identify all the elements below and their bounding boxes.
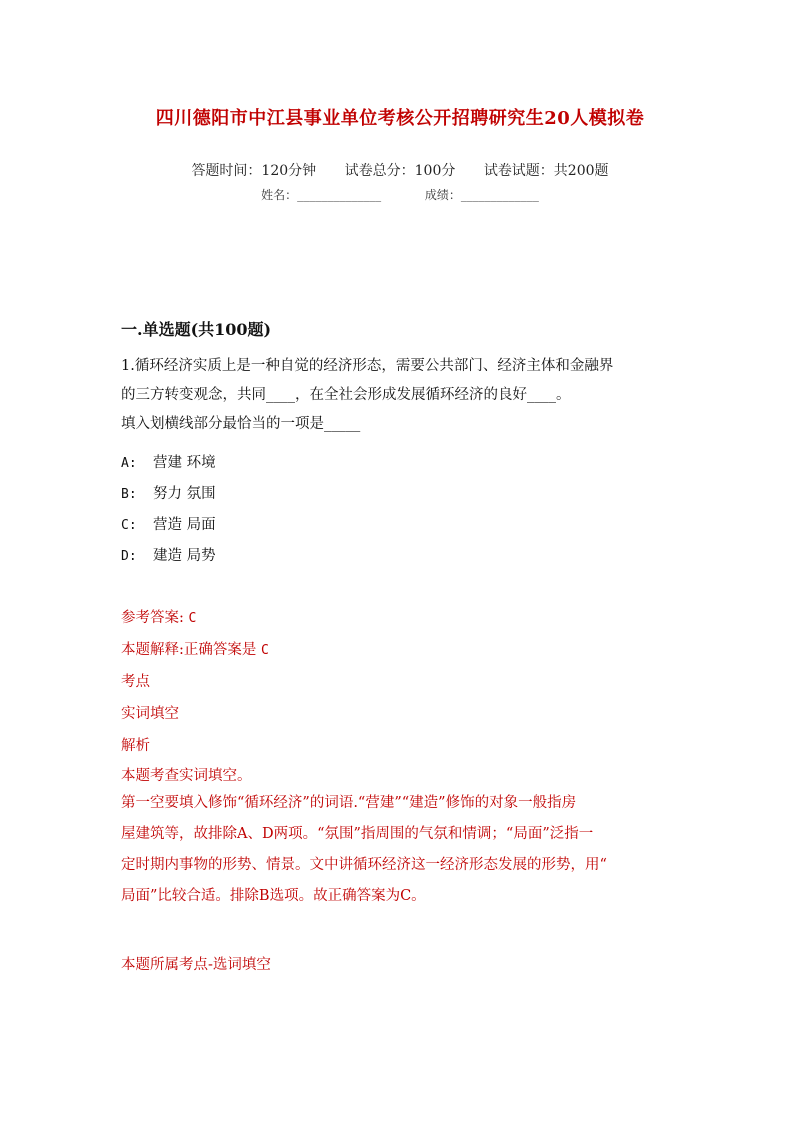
reference-answer <box>121 606 196 627</box>
jiexi-heading: 解析 <box>121 738 150 754</box>
answer-explanation-value: C <box>261 643 269 658</box>
kaodian-heading: 考点 <box>121 674 150 690</box>
answer-explanation <box>121 638 269 659</box>
analysis-line-3: 定时期内事物的形势、情景。文中讲循环经济这一经济形态发展的形势，用“ <box>121 857 607 873</box>
analysis-line-1: 第一空要填入修饰“循环经济”的词语.“营建”“建造”修饰的对象一般指房 <box>121 795 577 811</box>
option-c <box>121 513 216 534</box>
analysis-line-2: 屋建筑等，故排除A、D两项。“氛围”指周围的气氛和情调；“局面”泛指一 <box>121 826 594 842</box>
analysis-line-4: 局面”比较合适。排除B选项。故正确答案为C。 <box>121 888 426 904</box>
exam-fields <box>0 186 800 203</box>
exam-title: 四川德阳市中江县事业单位考核公开招聘研究生20人模拟卷 <box>155 108 645 129</box>
analysis-paragraph <box>121 788 681 912</box>
jiexi-summary: 本题考查实词填空。 <box>121 768 252 784</box>
option-text: 努力 氛围 <box>153 486 216 502</box>
option-a <box>121 451 216 472</box>
question-line-3: 填入划横线部分最恰当的一项是_____ <box>121 416 361 432</box>
reference-answer-value: C <box>188 611 197 626</box>
exam-time: 答题时间：120分钟 <box>191 163 317 179</box>
grade-field: 成绩：_____________ <box>424 188 539 202</box>
option-key: B: <box>121 487 137 502</box>
option-key: D: <box>121 549 137 564</box>
name-field: 姓名：______________ <box>261 188 382 202</box>
option-text: 营建 环境 <box>153 455 216 471</box>
exam-question-count: 试卷试题：共200题 <box>483 163 609 179</box>
kaodian-value: 实词填空 <box>121 706 179 722</box>
question-stem <box>121 352 681 439</box>
question-line-1: 1.循环经济实质上是一种自觉的经济形态，需要公共部门、经济主体和金融界 <box>121 358 614 374</box>
exam-meta <box>0 160 800 180</box>
option-text: 营造 局面 <box>153 517 216 533</box>
option-b <box>121 482 216 503</box>
reference-answer-label: 参考答案: <box>121 610 184 626</box>
answer-explanation-label: 本题解释:正确答案是 <box>121 642 257 658</box>
option-key: A: <box>121 456 137 471</box>
exam-total-score: 试卷总分：100分 <box>344 163 456 179</box>
belongs-kaodian: 本题所属考点-选词填空 <box>121 957 271 973</box>
option-d <box>121 544 216 565</box>
option-key: C: <box>121 518 137 533</box>
option-text: 建造 局势 <box>153 548 216 564</box>
question-line-2: 的三方转变观念，共同____，在全社会形成发展循环经济的良好____。 <box>121 387 571 403</box>
section-heading: 一.单选题(共100题) <box>121 320 272 339</box>
